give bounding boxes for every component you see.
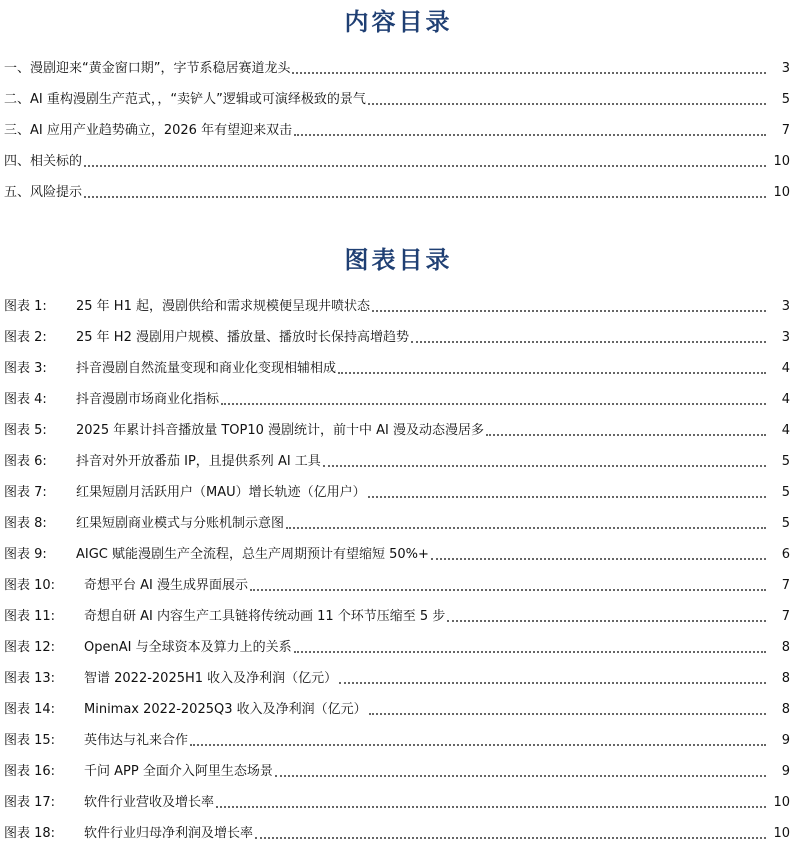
figure-label: 图表 1: <box>4 299 47 314</box>
figure-entry[interactable] <box>4 697 790 719</box>
figure-entry[interactable] <box>4 356 790 378</box>
figure-entry[interactable] <box>4 480 790 502</box>
toc-entry-text: 四、相关标的 <box>4 154 83 169</box>
figure-page-number: 4 <box>781 392 790 407</box>
figure-page-number: 6 <box>781 547 790 562</box>
dot-leader <box>431 557 766 560</box>
figure-page-number: 3 <box>781 299 790 314</box>
figure-title: 英伟达与礼来合作 <box>84 733 189 748</box>
figure-title: 奇想平台 AI 漫生成界面展示 <box>84 578 248 593</box>
toc-entry[interactable] <box>4 56 790 78</box>
figure-title: 红果短剧商业模式与分账机制示意图 <box>76 516 285 531</box>
dot-leader <box>294 133 766 136</box>
figure-entry[interactable] <box>4 666 790 688</box>
figure-page-number: 3 <box>781 330 790 345</box>
toc-page-number: 10 <box>773 154 790 169</box>
figure-title: 2025 年累计抖音播放量 TOP10 漫剧统计，前十中 AI 漫及动态漫居多 <box>76 423 485 438</box>
figure-label: 图表 7: <box>4 485 47 500</box>
figure-label: 图表 9: <box>4 547 47 562</box>
toc-entry-text: 一、漫剧迎来“黄金窗口期”，字节系稳居赛道龙头 <box>4 61 291 76</box>
dot-leader <box>294 650 766 653</box>
dot-leader <box>447 619 766 622</box>
toc-page-number: 5 <box>781 92 790 107</box>
dot-leader <box>323 464 766 467</box>
figure-entry[interactable] <box>4 573 790 595</box>
figure-label: 图表 4: <box>4 392 47 407</box>
figure-label: 图表 2: <box>4 330 47 345</box>
figure-page-number: 10 <box>773 826 790 841</box>
figure-entry[interactable] <box>4 387 790 409</box>
figure-page-number: 7 <box>781 609 790 624</box>
figure-label: 图表 12: <box>4 640 56 655</box>
figure-entry[interactable] <box>4 449 790 471</box>
figure-page-number: 4 <box>781 423 790 438</box>
figure-title: 千问 APP 全面介入阿里生态场景 <box>84 764 273 779</box>
figure-page-number: 5 <box>781 485 790 500</box>
figure-title: Minimax 2022-2025Q3 收入及净利润（亿元） <box>84 702 367 717</box>
dot-leader <box>84 195 766 198</box>
figure-label: 图表 5: <box>4 423 47 438</box>
figure-page-number: 10 <box>773 795 790 810</box>
figure-page-number: 8 <box>781 671 790 686</box>
dot-leader <box>339 681 766 684</box>
figure-page-number: 7 <box>781 578 790 593</box>
figure-entry[interactable] <box>4 604 790 626</box>
figure-entry[interactable] <box>4 418 790 440</box>
figure-title: 软件行业归母净利润及增长率 <box>84 826 254 841</box>
dot-leader <box>292 71 766 74</box>
toc-entry-text: 三、AI 应用产业趋势确立，2026 年有望迎来双击 <box>4 123 293 138</box>
dot-leader <box>250 588 766 591</box>
figure-page-number: 8 <box>781 702 790 717</box>
figure-label: 图表 13: <box>4 671 56 686</box>
figure-entry[interactable] <box>4 821 790 843</box>
figure-page-number: 4 <box>781 361 790 376</box>
figure-title: 智谱 2022-2025H1 收入及净利润（亿元） <box>84 671 338 686</box>
dot-leader <box>486 433 766 436</box>
toc-entry-text: 二、AI 重构漫剧生产范式，，“卖铲人”逻辑或可演绎极致的景气 <box>4 92 366 107</box>
figure-entry[interactable] <box>4 728 790 750</box>
toc-page-number: 7 <box>781 123 790 138</box>
figure-title: 抖音漫剧自然流量变现和商业化变现相辅相成 <box>76 361 337 376</box>
figure-title: 25 年 H1 起，漫剧供给和需求规模便呈现井喷状态 <box>76 299 370 314</box>
figure-title: 抖音漫剧市场商业化指标 <box>76 392 220 407</box>
figure-entry[interactable] <box>4 511 790 533</box>
figure-label: 图表 10: <box>4 578 56 593</box>
dot-leader <box>255 836 766 839</box>
dot-leader <box>286 526 766 529</box>
dot-leader <box>221 402 766 405</box>
figure-entry[interactable] <box>4 790 790 812</box>
dot-leader <box>369 712 766 715</box>
figure-page-number: 9 <box>781 764 790 779</box>
toc-entry[interactable] <box>4 118 790 140</box>
toc-entry[interactable] <box>4 180 790 202</box>
figure-entry[interactable] <box>4 542 790 564</box>
toc-entry-text: 五、风险提示 <box>4 185 83 200</box>
figure-page-number: 5 <box>781 454 790 469</box>
contents-heading: 内容目录 <box>344 7 453 36</box>
figure-title: AIGC 赋能漫剧生产全流程，总生产周期预计有望缩短 50%+ <box>76 547 429 562</box>
dot-leader <box>368 495 766 498</box>
dot-leader <box>216 805 766 808</box>
figure-page-number: 8 <box>781 640 790 655</box>
figure-title: 软件行业营收及增长率 <box>84 795 215 810</box>
figure-label: 图表 16: <box>4 764 56 779</box>
figure-label: 图表 11: <box>4 609 56 624</box>
figure-label: 图表 17: <box>4 795 56 810</box>
figure-title: 25 年 H2 漫剧用户规模、播放量、播放时长保持高增趋势 <box>76 330 409 345</box>
dot-leader <box>338 371 766 374</box>
toc-page-number: 3 <box>781 61 790 76</box>
figure-label: 图表 3: <box>4 361 47 376</box>
figure-entry[interactable] <box>4 294 790 316</box>
toc-entry[interactable] <box>4 149 790 171</box>
figure-entry[interactable] <box>4 635 790 657</box>
figure-label: 图表 15: <box>4 733 56 748</box>
figure-label: 图表 14: <box>4 702 56 717</box>
figure-title: 红果短剧月活跃用户（MAU）增长轨迹（亿用户） <box>76 485 366 500</box>
dot-leader <box>275 774 766 777</box>
dot-leader <box>190 743 766 746</box>
toc-page-number: 10 <box>773 185 790 200</box>
figure-page-number: 9 <box>781 733 790 748</box>
dot-leader <box>84 164 766 167</box>
figure-entry[interactable] <box>4 325 790 347</box>
figure-title: 抖音对外开放番茄 IP，且提供系列 AI 工具 <box>76 454 321 469</box>
figure-label: 图表 8: <box>4 516 47 531</box>
toc-entry[interactable] <box>4 87 790 109</box>
figure-label: 图表 18: <box>4 826 56 841</box>
figure-label: 图表 6: <box>4 454 47 469</box>
figure-title: OpenAI 与全球资本及算力上的关系 <box>84 640 292 655</box>
dot-leader <box>372 309 766 312</box>
figures-heading: 图表目录 <box>344 245 453 274</box>
figure-page-number: 5 <box>781 516 790 531</box>
dot-leader <box>368 102 766 105</box>
figure-title: 奇想自研 AI 内容生产工具链将传统动画 11 个环节压缩至 5 步 <box>84 609 446 624</box>
figure-entry[interactable] <box>4 759 790 781</box>
dot-leader <box>411 340 766 343</box>
